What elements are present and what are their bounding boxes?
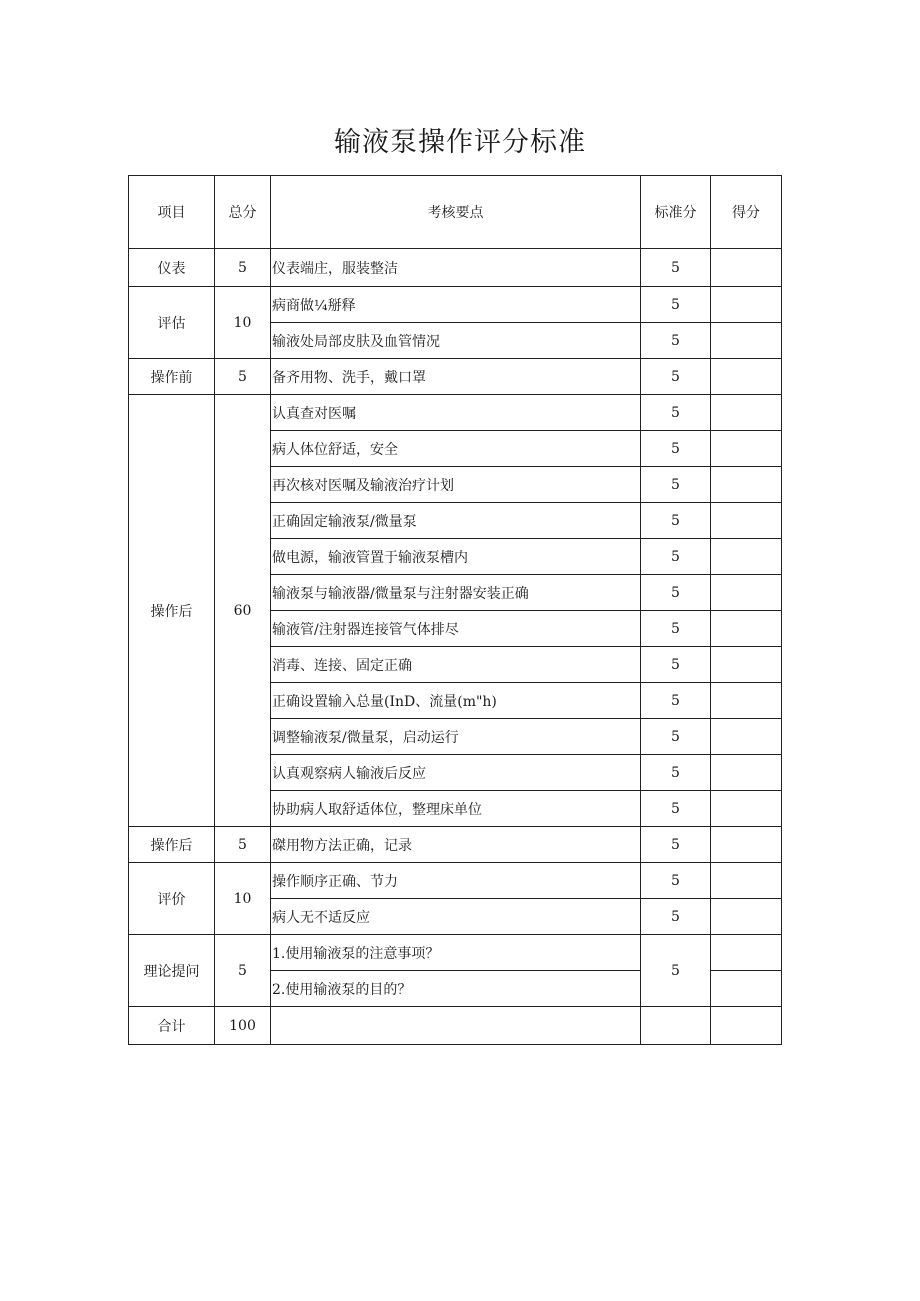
score-cell[interactable]	[711, 899, 782, 935]
standard-cell: 5	[641, 863, 711, 899]
header-score: 得分	[711, 176, 782, 249]
standard-cell: 5	[641, 827, 711, 863]
total-cell: 5	[215, 935, 271, 1007]
table-row	[129, 827, 782, 863]
standard-cell: 5	[641, 899, 711, 935]
standard-cell: 5	[641, 755, 711, 791]
item-cell: 操作前	[129, 359, 215, 395]
standard-cell: 5	[641, 287, 711, 323]
table-row	[129, 935, 782, 971]
score-cell[interactable]	[711, 827, 782, 863]
score-cell[interactable]	[711, 431, 782, 467]
score-cell[interactable]	[711, 287, 782, 323]
point-cell: 病人无不适反应	[271, 899, 641, 935]
table-total-row	[129, 1007, 782, 1045]
point-cell: 病商做¼掰释	[271, 287, 641, 323]
standard-cell: 5	[641, 575, 711, 611]
score-cell[interactable]	[711, 467, 782, 503]
total-cell: 10	[215, 287, 271, 359]
header-points: 考核要点	[271, 176, 641, 249]
point-cell: 磔用物方法正确，记录	[271, 827, 641, 863]
standard-cell: 5	[641, 249, 711, 287]
item-cell: 评价	[129, 863, 215, 935]
point-cell: 仪表端庄，服装整洁	[271, 249, 641, 287]
standard-cell: 5	[641, 467, 711, 503]
standard-cell: 5	[641, 395, 711, 431]
score-cell[interactable]	[711, 791, 782, 827]
point-cell: 认真观察病人输液后反应	[271, 755, 641, 791]
standard-cell: 5	[641, 683, 711, 719]
table-row	[129, 359, 782, 395]
point-cell: 输液管/注射器连接管气体排尽	[271, 611, 641, 647]
table-row	[129, 863, 782, 899]
point-cell: 正确设置输入总量(InD、流量(m"h)	[271, 683, 641, 719]
header-standard: 标准分	[641, 176, 711, 249]
score-cell[interactable]	[711, 611, 782, 647]
standard-cell: 5	[641, 647, 711, 683]
score-cell[interactable]	[711, 1007, 782, 1045]
score-cell[interactable]	[711, 395, 782, 431]
score-cell[interactable]	[711, 249, 782, 287]
total-cell: 60	[215, 395, 271, 827]
standard-cell: 5	[641, 611, 711, 647]
point-cell: 2.使用输液泵的目的？	[271, 971, 641, 1007]
score-cell[interactable]	[711, 323, 782, 359]
score-cell[interactable]	[711, 359, 782, 395]
point-cell: 1.使用输液泵的注意事项？	[271, 935, 641, 971]
scoring-table	[128, 175, 782, 1045]
standard-cell: 5	[641, 791, 711, 827]
table-row	[129, 395, 782, 431]
item-cell: 评估	[129, 287, 215, 359]
score-cell[interactable]	[711, 503, 782, 539]
point-cell: 输液泵与输液器/微量泵与注射器安装正确	[271, 575, 641, 611]
standard-cell: 5	[641, 539, 711, 575]
point-cell: 协助病人取舒适体位，整理床单位	[271, 791, 641, 827]
point-cell: 正确固定输液泵/微量泵	[271, 503, 641, 539]
total-cell: 10	[215, 863, 271, 935]
item-cell: 操作后	[129, 827, 215, 863]
total-label-cell: 合计	[129, 1007, 215, 1045]
point-cell	[271, 1007, 641, 1045]
table-header-row	[129, 176, 782, 249]
standard-cell: 5	[641, 323, 711, 359]
header-total: 总分	[215, 176, 271, 249]
score-cell[interactable]	[711, 971, 782, 1007]
score-cell[interactable]	[711, 539, 782, 575]
item-cell: 理论提问	[129, 935, 215, 1007]
total-cell: 5	[215, 359, 271, 395]
score-cell[interactable]	[711, 863, 782, 899]
item-cell: 仪表	[129, 249, 215, 287]
score-cell[interactable]	[711, 575, 782, 611]
standard-cell: 5	[641, 935, 711, 1007]
point-cell: 再次核对医嘱及输液治疗计划	[271, 467, 641, 503]
total-cell: 5	[215, 827, 271, 863]
point-cell: 调整输液泵/微量泵，启动运行	[271, 719, 641, 755]
point-cell: 输液处局部皮肤及血管情况	[271, 323, 641, 359]
item-cell: 操作后	[129, 395, 215, 827]
score-cell[interactable]	[711, 755, 782, 791]
point-cell: 备齐用物、洗手，戴口罩	[271, 359, 641, 395]
point-cell: 操作顺序正确、节力	[271, 863, 641, 899]
standard-cell: 5	[641, 503, 711, 539]
score-cell[interactable]	[711, 647, 782, 683]
standard-cell	[641, 1007, 711, 1045]
header-item: 项目	[129, 176, 215, 249]
score-cell[interactable]	[711, 935, 782, 971]
point-cell: 做电源，输液管置于输液泵槽内	[271, 539, 641, 575]
standard-cell: 5	[641, 431, 711, 467]
total-cell: 5	[215, 249, 271, 287]
table-row	[129, 249, 782, 287]
page-title: 输液泵操作评分标准	[334, 127, 586, 158]
table-row	[129, 287, 782, 323]
score-cell[interactable]	[711, 719, 782, 755]
standard-cell: 5	[641, 359, 711, 395]
standard-cell: 5	[641, 719, 711, 755]
point-cell: 认真查对医嘱	[271, 395, 641, 431]
point-cell: 消毒、连接、固定正确	[271, 647, 641, 683]
point-cell: 病人体位舒适，安全	[271, 431, 641, 467]
score-cell[interactable]	[711, 683, 782, 719]
grand-total-cell: 100	[215, 1007, 271, 1045]
